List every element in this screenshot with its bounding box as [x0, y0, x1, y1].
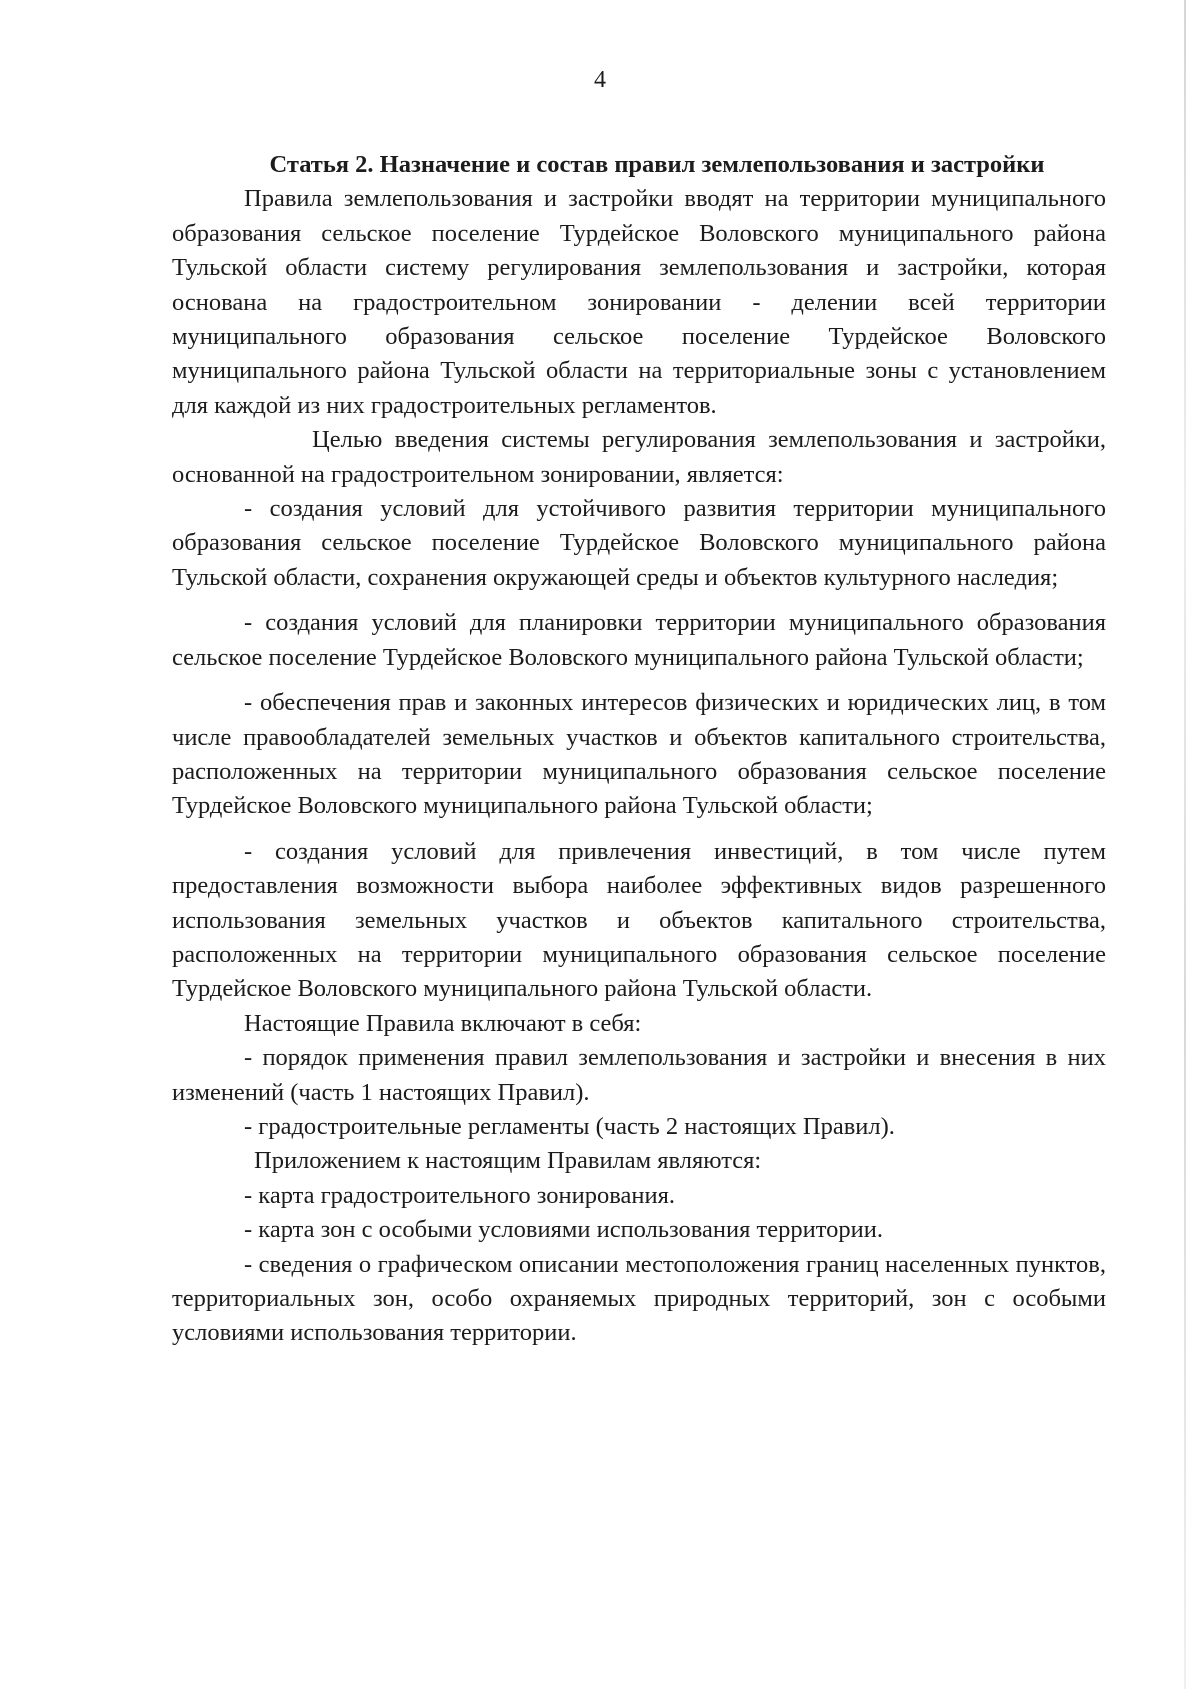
list-item-procedure: - порядок применения правил землепользования и застройки и внесения в них изменений (часть 1 настоящих Правил). [172, 1044, 1106, 1106]
paragraph-contents: Настоящие Правила включают в себя: [244, 1009, 642, 1037]
list-item-sustainable-development: - создания условий для устойчивого развития территории муниципального образования сельское поселение Турдейское Воловского муниципального района Тульской области, сохранения окружающей среды и объектов культурного наследия; [172, 495, 1106, 591]
list-item-regulations: - градостроительные регламенты (часть 2 настоящих Правил). [244, 1112, 895, 1140]
paragraph-rules-intro: Правила землепользования и застройки вводят на территории муниципального образования сельское поселение Турдейское Воловского муниципального района Тульской области систему регулирования землепользования и застройки, которая основана на градостроительном зонировании - делении всей территории муниципального образования сельское поселение Турдейское Воловского муниципального района Тульской области на территориальные зоны с установлением для каждой из них градостроительных регламентов. [172, 185, 1106, 419]
list-item-planning: - создания условий для планировки территории муниципального образования сельское поселение Турдейское Воловского муниципального района Тульской области; [172, 609, 1106, 671]
list-item-rights: - обеспечения прав и законных интересов физических и юридических лиц, в том числе правообладателей земельных участков и объектов капитального строительства, расположенных на территории муниципального образования сельское поселение Турдейское Воловского муниципального района Тульской области; [172, 689, 1106, 820]
page-number: 4 [594, 67, 606, 93]
paragraph-appendix: Приложением к настоящим Правилам являются: [254, 1147, 762, 1175]
article-body [172, 148, 1106, 1351]
list-item-investments: - создания условий для привлечения инвестиций, в том числе путем предоставления возможности выбора наиболее эффективных видов разрешенного использования земельных участков и объектов капитального строительства, расположенных на территории муниципального образования сельское поселение Турдейское Воловского муниципального района Тульской области. [172, 837, 1106, 1003]
list-item-zoning-map: - карта градостроительного зонирования. [244, 1181, 676, 1209]
article-title: Статья 2. Назначение и состав правил землепользования и застройки [269, 151, 1045, 178]
scan-edge-line [1184, 0, 1186, 1689]
list-item-boundaries-info: - сведения о графическом описании местоположения границ населенных пунктов, территориальных зон, особо охраняемых природных территорий, зон с особыми условиями использования территории. [172, 1250, 1106, 1347]
list-item-zones-map: - карта зон с особыми условиями использования территории. [244, 1216, 883, 1244]
paragraph-goal: Целью введения системы регулирования землепользования и застройки, основанной на градостроительном зонировании, является: [172, 426, 1106, 488]
